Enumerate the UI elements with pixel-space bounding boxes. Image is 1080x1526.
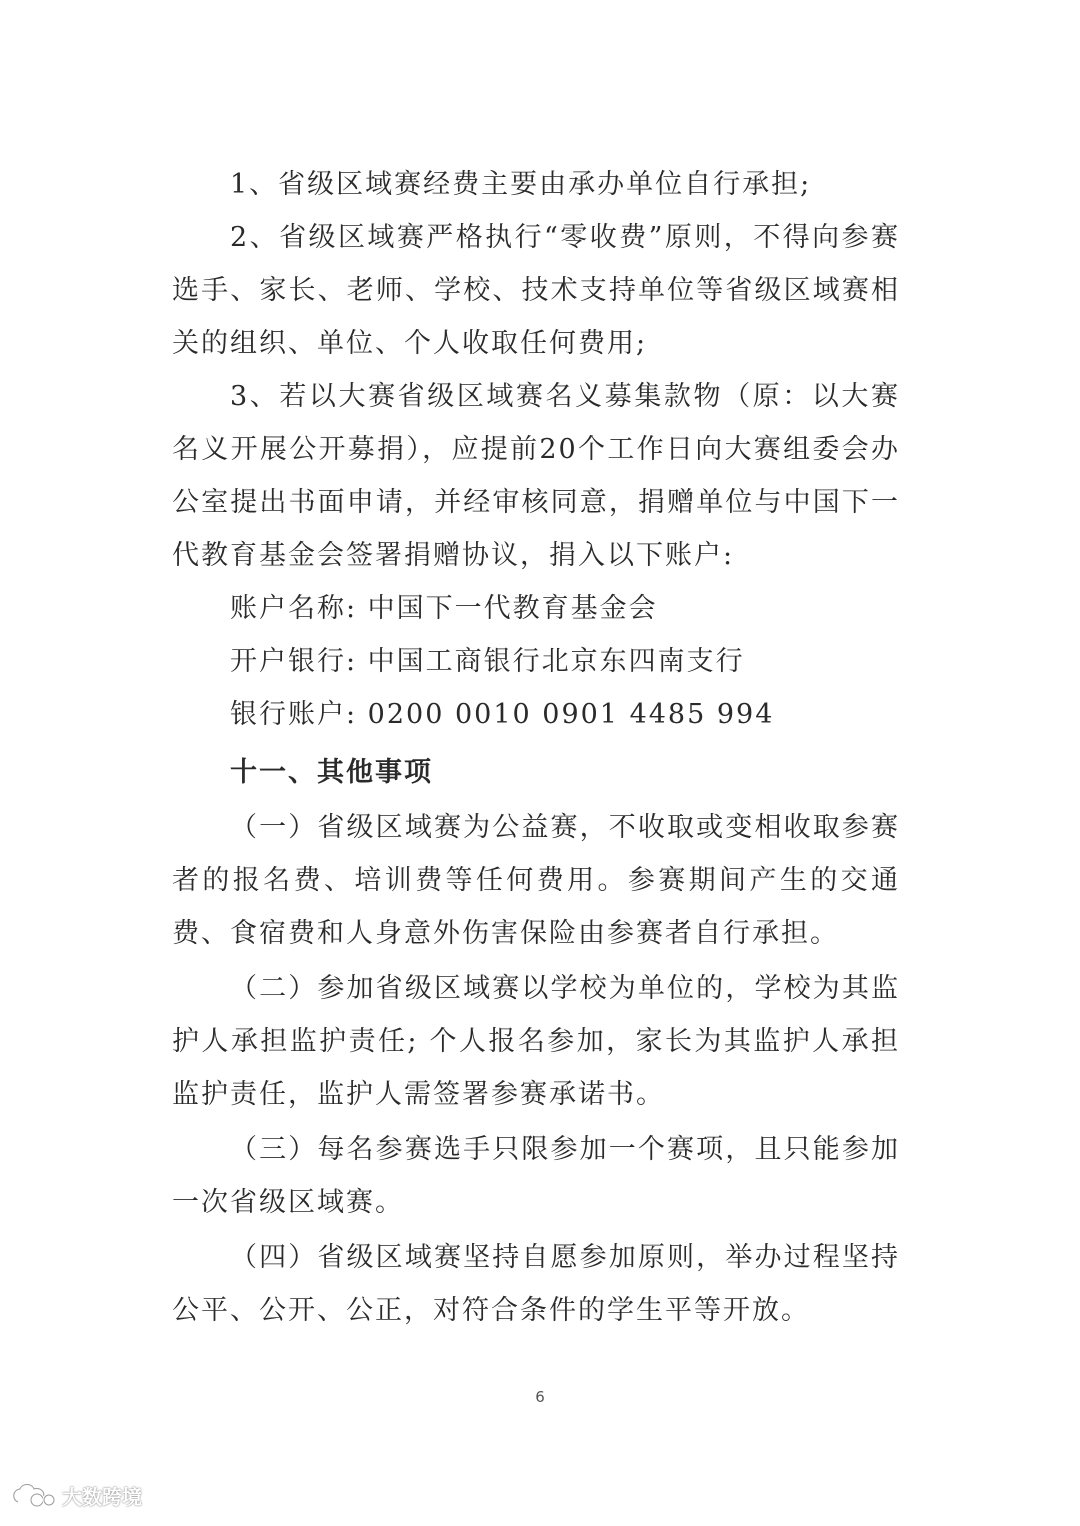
- paragraph-other-3: （三）每名参赛选手只限参加一个赛项，且只能参加一次省级区域赛。: [172, 1134, 900, 1218]
- watermark: [10, 1480, 142, 1510]
- document-body: [172, 158, 900, 1337]
- paragraph-funding-2: 2、省级区域赛严格执行“零收费”原则，不得向参赛选手、家长、老师、学校、技术支持单位等省级区域赛相关的组织、单位、个人收取任何费用;: [172, 222, 900, 359]
- section-heading-other-matters: 十一、其他事项: [230, 757, 433, 788]
- account-number: 银行账户: 0200 0010 0901 4485 994: [230, 699, 775, 730]
- paragraph-funding-3: 3、若以大赛省级区域赛名义募集款物（原：以大赛名义开展公开募捐），应提前20个工作日向大赛组委会办公室提出书面申请，并经审核同意，捐赠单位与中国下一代教育基金会签署捐赠协议，捐入以下账户:: [172, 381, 900, 571]
- paragraph-other-1: （一）省级区域赛为公益赛，不收取或变相收取参赛者的报名费、培训费等任何费用。参赛期间产生的交通费、食宿费和人身意外伤害保险由参赛者自行承担。: [172, 812, 900, 949]
- watermark-text: 大数跨境: [62, 1484, 142, 1509]
- paragraph-other-4: （四）省级区域赛坚持自愿参加原则，举办过程坚持公平、公开、公正，对符合条件的学生平等开放。: [172, 1242, 900, 1326]
- paragraph-other-2: （二）参加省级区域赛以学校为单位的，学校为其监护人承担监护责任; 个人报名参加，家长为其监护人承担监护责任，监护人需签署参赛承诺书。: [172, 973, 900, 1110]
- account-name: 账户名称: 中国下一代教育基金会: [230, 593, 658, 624]
- account-bank: 开户银行: 中国工商银行北京东四南支行: [230, 646, 745, 677]
- paragraph-funding-1: 1、省级区域赛经费主要由承办单位自行承担;: [230, 169, 812, 200]
- brand-logo-icon: [10, 1480, 56, 1510]
- page-number: 6: [535, 1388, 545, 1406]
